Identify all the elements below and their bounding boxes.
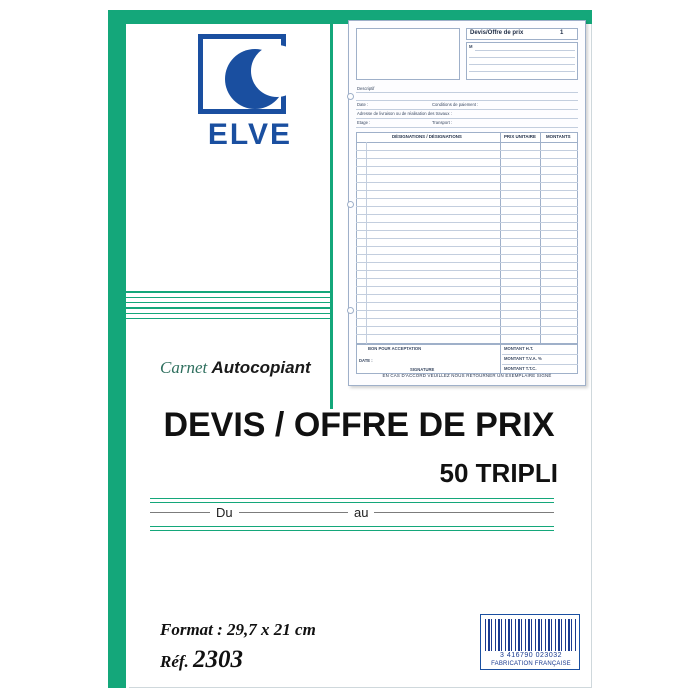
barcode bbox=[480, 614, 580, 670]
montant-ht-label: MONTANT H.T. bbox=[504, 346, 534, 351]
form-sheet bbox=[348, 20, 586, 386]
page-title: DEVIS / OFFRE DE PRIX bbox=[163, 406, 555, 444]
form-descriptif-label: Descriptif bbox=[357, 86, 375, 91]
col-header-prix-unitaire: PRIX UNITAIRE bbox=[504, 134, 536, 139]
logo-square-icon bbox=[198, 34, 286, 114]
barcode-bars-icon bbox=[485, 619, 577, 651]
form-date-label: Date : bbox=[357, 102, 369, 107]
form-footer-note: EN CAS D'ACCORD VEUILLEZ NOUS RETOURNER UN EXEMPLAIRE SIGNÉ bbox=[382, 373, 552, 378]
au-label: au bbox=[348, 505, 374, 520]
decorative-hairlines bbox=[126, 291, 330, 325]
barcode-caption: FABRICATION FRANÇAISE bbox=[491, 661, 571, 667]
acceptance-date-label: DATE : bbox=[359, 358, 373, 363]
vertical-divider bbox=[330, 24, 333, 409]
form-transport-label: Transport : bbox=[432, 120, 453, 125]
autocopiant-word: Autocopiant bbox=[211, 358, 311, 377]
reference-text bbox=[160, 646, 243, 674]
spine-inner-stripe bbox=[126, 10, 129, 688]
carnet-autocopiant-label bbox=[160, 358, 311, 378]
form-client-prefix: M bbox=[469, 44, 473, 49]
crescent-moon-icon bbox=[225, 49, 285, 109]
col-header-montant: MONTANTS bbox=[546, 134, 571, 139]
form-client-box bbox=[466, 42, 578, 80]
carnet-word: Carnet bbox=[160, 358, 212, 377]
punch-hole-icon bbox=[347, 93, 354, 100]
du-label: Du bbox=[210, 505, 239, 520]
signature-label: SIGNATURE bbox=[410, 367, 435, 372]
form-etage-label: Etage : bbox=[357, 120, 371, 125]
montant-tva-label: MONTANT T.V.A. % bbox=[504, 356, 542, 361]
ref-label: Réf. bbox=[160, 652, 194, 671]
punch-hole-icon bbox=[347, 307, 354, 314]
form-conditions-label: Conditions de paiement : bbox=[432, 102, 479, 107]
form-number: 1 bbox=[560, 30, 564, 36]
format-text: Format : 29,7 x 21 cm bbox=[160, 620, 316, 639]
form-address-label: Adresse de livraison ou de réalisation des travaux : bbox=[357, 111, 452, 116]
col-header-designation: DÉSIGNATIONS / DÉSIGNATIONS bbox=[392, 134, 462, 139]
montant-ttc-label: MONTANT T.T.C. bbox=[504, 366, 537, 371]
date-range-field bbox=[150, 498, 554, 538]
brand-name: ELVE bbox=[207, 118, 293, 151]
spine-band bbox=[108, 10, 126, 688]
ref-number: 2303 bbox=[193, 646, 244, 673]
elve-logo bbox=[190, 34, 310, 151]
punch-hole-icon bbox=[347, 201, 354, 208]
form-stamp-box bbox=[356, 28, 460, 80]
barcode-digits: 3 416790 023032 bbox=[500, 652, 562, 659]
page-subtitle: 50 TRIPLI bbox=[439, 458, 558, 488]
form-title: Devis/Offre de prix bbox=[470, 30, 524, 36]
bon-pour-acceptation-label: BON POUR ACCEPTATION bbox=[368, 346, 422, 351]
